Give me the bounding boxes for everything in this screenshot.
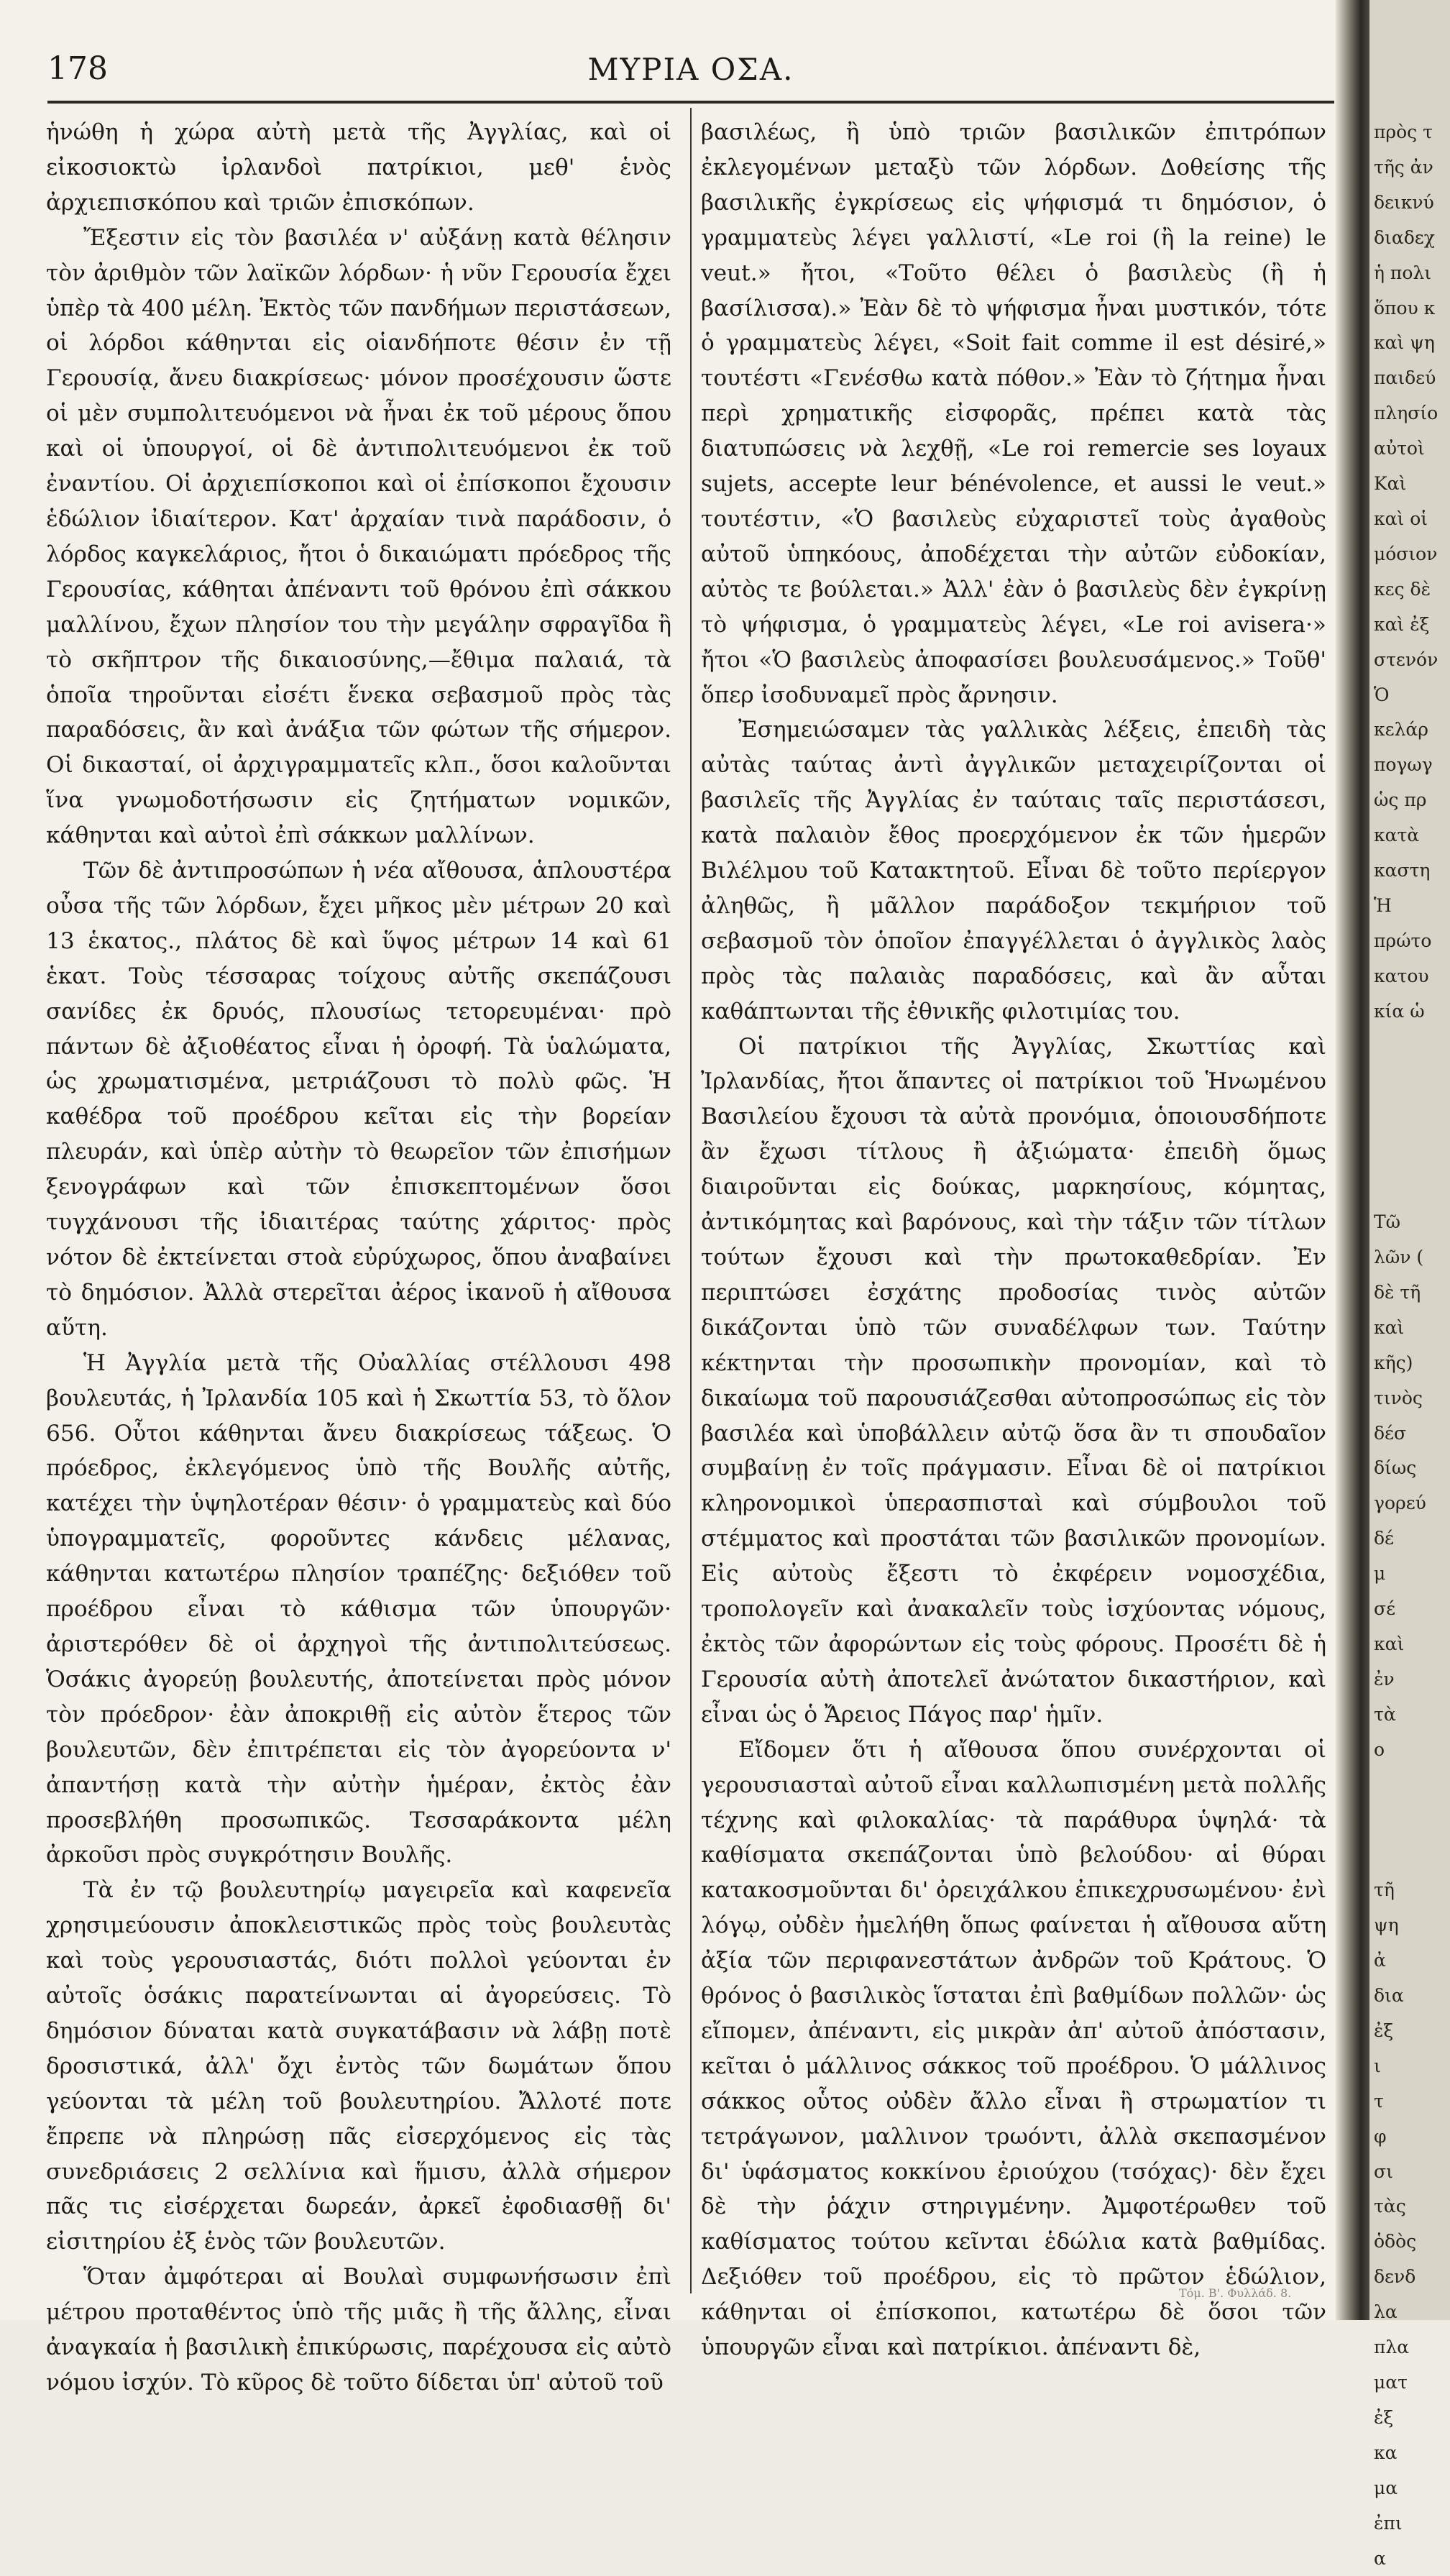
paragraph: Ἐσημειώσαμεν τὰς γαλλικὰς λέξεις, ἐπειδὴ τὰς αὐτὰς ταύτας ἀντὶ ἀγγλικῶν μεταχειρίζονται οἱ βασιλεῖς τῆς Ἀγγλίας ἐν ταύταις ταῖς περιστάσεσι, κατὰ παλαιὸν ἔθος προερχόμενον ἐκ τῶν ἡμερῶν Βιλέλμου τοῦ Κατακτητοῦ. Εἶναι δὲ τοῦτο περίεργον ἀληθῶς, ἢ μᾶλλον παράδοξον τεκμήριον τοῦ σεβασμοῦ τὸν ὁποῖον ἐπαγγέλλεται ὁ ἀγγλικὸς λαὸς πρὸς τὰς παλαιὰς παραδόσεις, καὶ ἂν αὗται καθάπτωνται τῆς ἐθνικῆς φιλοτιμίας του.: [701, 717, 1326, 1025]
adjacent-page-line: α: [1374, 2547, 1386, 2569]
adjacent-page-line: [1369, 1768, 1438, 1803]
paragraph: Εἴδομεν ὅτι ἡ αἴθουσα ὅπου συνέρχονται οἱ γερουσιασταὶ αὐτοῦ εἶναι καλλωπισμένη μετὰ πολλῆς τέχνης καὶ φιλοκαλίας· τὰ παράθυρα ὑψηλά· τὰ καθίσματα σκεπάζονται ὑπὸ βελούδου· αἱ θύραι κατακοσμοῦνται δι' ὀρειχάλκου ἐπικεχρυσωμένου· ἐνὶ λόγῳ, οὐδὲν ἠμελήθη ὅπως φαίνεται ἡ αἴθουσα αὕτη ἀξία τῶν περιφανεστάτων ἀνδρῶν τοῦ Κράτους. Ὁ θρόνος ὁ βασιλικὸς ἵσταται ἐπὶ βαθμίδων πολλῶν· ὡς εἴπομεν, ἀπέναντι, εἰς μικρὰν ἀπ' αὐτοῦ ἀπόστασιν, κεῖται ὁ μάλλινος σάκκος τοῦ προέδρου. Ὁ μάλλινος σάκκος οὗτος οὐδὲν ἄλλο εἶναι ἢ στρωματίον τι τετράγωνον, μαλλινον τρωόντι, ἀλλὰ σκεπασμένον δι' ὑφάσματος κοκκίνου ἐριούχου (τσόχας)· δὲν ἔχει δὲ τὴν ῥάχιν στηριγμένην. Ἀμφοτέρωθεν τοῦ καθίσματος τούτου κεῖνται ἑδώλια κατὰ βαθμίδας. Δεξιόθεν τοῦ προέδρου, εἰς τὸ πρῶτον ἑδώλιον, κάθηνται οἱ ἐπίσκοποι, κατωτέρω δὲ ὅσοι τῶν ὑπουργῶν εἶναι καὶ πατρίκιοι. ἀπέναντι δὲ,: [701, 1736, 1326, 2361]
adjacent-page-line: δεικνύ: [1374, 191, 1434, 213]
adjacent-page-line: δενδ: [1374, 2266, 1416, 2288]
page-header: [47, 50, 1334, 101]
adjacent-page-line: Ὁ: [1374, 684, 1390, 705]
adjacent-page-line: ι: [1374, 2055, 1381, 2076]
adjacent-page-line: σέ: [1374, 1598, 1396, 1620]
adjacent-page-line: [1369, 1099, 1438, 1135]
adjacent-page-line: πογωγ: [1374, 754, 1433, 776]
adjacent-page-line: μ: [1374, 1563, 1386, 1585]
adjacent-page-line: διαδεχ: [1374, 226, 1435, 248]
adjacent-page-line: δια: [1374, 1985, 1404, 2007]
adjacent-page-line: [1369, 1838, 1438, 1873]
footer-note: Τόμ. Β'. Φυλλάδ. 8.: [1179, 2286, 1292, 2300]
adjacent-page-line: [1369, 1030, 1438, 1065]
adjacent-page-line: ἐπι: [1374, 2512, 1403, 2534]
adjacent-page-line: πρώτο: [1374, 930, 1432, 951]
adjacent-page-line: τ: [1374, 2090, 1384, 2112]
adjacent-page-line: ο: [1374, 1738, 1385, 1760]
adjacent-page-line: κῆς): [1374, 1352, 1413, 1373]
adjacent-page-line: παιδεύ: [1374, 367, 1436, 389]
paragraph: Οἱ πατρίκιοι τῆς Ἀγγλίας, Σκωττίας καὶ Ἰρλανδίας, ἤτοι ἅπαντες οἱ πατρίκιοι τοῦ Ἡνωμένου Βασιλείου ἔχουσι τὰ αὐτὰ προνόμια, ὁποιουσδήποτε ἂν ἔχωσι τίτλους ἢ ἀξιώματα· ἐπειδὴ ὅμως διαιροῦνται εἰς δούκας, μαρκησίους, κόμητας, ἀντικόμητας καὶ βαρόνους, καὶ τὴν τάξιν τῶν τίτλων τούτων ἔχουσι καὶ τὴν πρωτοκαθεδρίαν. Ἐν περιπτώσει ἐσχάτης προδοσίας τινὸς αὐτῶν δικάζονται ὑπὸ τῶν συναδέλφων των. Ταύτην κέκτηνται τὴν προσωπικὴν προνομίαν, καὶ τὸ δικαίωμα τοῦ παρουσιάζεσθαι αὐτοπροσώπως εἰς τὸν βασιλέα καὶ ὑποβάλλειν αὐτῷ ὅσα ἂν τι σπουδαῖον συμβαίνῃ ἐν τοῖς πράγμασιν. Εἶναι δὲ οἱ πατρίκιοι κληρονομικοὶ ὑπερασπισταὶ καὶ σύμβουλοι τοῦ στέμματος καὶ προστάται τῶν βασιλικῶν προνομίων. Εἰς αὐτοὺς ἔξεστι τὸ ἐκφέρειν νομοσχέδια, τροπολογεῖν καὶ ἀνακαλεῖν τοὺς ἰσχύοντας νόμους, ἐκτὸς τῶν ἀφορώντων εἰς τοὺς φόρους. Προσέτι δὲ ἡ Γερουσία αὐτὴ ἀποτελεῖ ἀνώτατον δικαστήριον, καὶ εἶναι ὡς ὁ Ἄρειος Πάγος παρ' ἡμῖν.: [701, 1033, 1326, 1728]
adjacent-page-line: πλησίο: [1374, 403, 1438, 424]
adjacent-page-line: κατὰ: [1374, 825, 1420, 846]
adjacent-page-line: τῆ: [1374, 1879, 1395, 1901]
adjacent-page-line: στενόν: [1374, 648, 1438, 670]
adjacent-page-line: ἐν: [1374, 1668, 1395, 1690]
adjacent-page-line: μα: [1374, 2477, 1398, 2498]
adjacent-page-lines: [1369, 115, 1438, 2576]
adjacent-page-line: τὰς: [1374, 2196, 1406, 2217]
paragraph: Τῶν δὲ ἀντιπροσώπων ἡ νέα αἴθουσα, ἁπλουστέρα οὖσα τῆς τῶν λόρδων, ἔχει μῆκος μὲν μέτρων 20 καὶ 13 ἑκατος., πλάτος δὲ καὶ ὕψος μέτρων 14 καὶ 61 ἑκατ. Τοὺς τέσσαρας τοίχους αὐτῆς σκεπάζουσι σανίδες ἐκ δρυός, πλουσίως τετορευμέναι· πρὸ πάντων δὲ ἀξιοθέατος εἶναι ἡ ὀροφή. Τὰ ὑαλώματα, ὡς χρωματισμένα, μετριάζουσι τὸ πολὺ φῶς. Ἡ καθέδρα τοῦ προέδρου κεῖται εἰς τὴν βορείαν πλευράν, καὶ ὑπὲρ αὐτὴν τὸ θεωρεῖον τῶν ἐπισήμων ξενογράφων καὶ τῶν ἐπισκεπτομένων ὅσοι τυγχάνουσι τῆς ἰδιαιτέρας ταύτης χάριτος· πρὸς νότον δὲ ἐκτείνεται στοὰ εὐρύχωρος, ὅπου ἀναβαίνει τὸ δημόσιον. Ἀλλὰ στερεῖται ἀέρος ἱκανοῦ ἡ αἴθουσα αὕτη.: [46, 858, 671, 1341]
adjacent-page-line: καὶ: [1374, 1316, 1405, 1338]
paragraph: Τὰ ἐν τῷ βουλευτηρίῳ μαγειρεῖα καὶ καφενεῖα χρησιμεύουσιν ἀποκλειστικῶς πρὸς τοὺς βουλευτὰς καὶ τοὺς γερουσιαστάς, διότι πολλοὶ γεύονται ἐν αὐτοῖς ὁσάκις παρατείνωνται αἱ ἀγορεύσεις. Τὸ δημόσιον δύναται κατὰ συγκατάβασιν νὰ λάβῃ ποτὲ δροσιστικά, ἀλλ' ὄχι ἐντὸς τῶν δωμάτων ὅπου γεύονται τὰ μέλη τοῦ βουλευτηρίου. Ἄλλοτέ ποτε ἔπρεπε νὰ πληρώσῃ πᾶς εἰσερχόμενος εἰς τὰς συνεδριάσεις 2 σελλίνια καὶ ἥμισυ, ἀλλὰ σήμερον πᾶς τις εἰσέρχεται δωρεάν, ἀρκεῖ ἐφοδιασθῇ δι' εἰσιτηρίου ἐξ ἑνὸς τῶν βουλευτῶν.: [46, 1877, 671, 2255]
adjacent-page-line: τινὸς: [1374, 1387, 1423, 1408]
adjacent-page-line: σι: [1374, 2160, 1393, 2182]
adjacent-page-line: πρὸς τ: [1374, 122, 1433, 142]
book-gutter: [1336, 0, 1372, 2320]
adjacent-page-line: ὅπου κ: [1374, 297, 1436, 318]
adjacent-page-line: ὡς πρ: [1374, 789, 1427, 811]
adjacent-page-edge: [1369, 0, 1450, 2569]
adjacent-page-line: γορεύ: [1374, 1493, 1426, 1514]
adjacent-page-line: φ: [1374, 2125, 1387, 2147]
adjacent-page-line: καὶ οἱ: [1374, 508, 1428, 529]
adjacent-page-line: ἀ: [1374, 1950, 1386, 1971]
adjacent-page-line: ματ: [1374, 2372, 1408, 2393]
adjacent-page-line: ἡ πολι: [1374, 262, 1432, 283]
adjacent-page-line: κατου: [1374, 965, 1429, 986]
header-rule: [47, 101, 1334, 104]
adjacent-page-line: δέσ: [1374, 1422, 1407, 1444]
adjacent-page-line: Ἡ: [1374, 894, 1392, 916]
adjacent-page-line: αὐτοὶ: [1374, 438, 1425, 459]
adjacent-page-line: κες δὲ: [1374, 578, 1431, 600]
adjacent-page-line: δίως: [1374, 1457, 1417, 1479]
adjacent-page-line: καστη: [1374, 860, 1431, 881]
adjacent-page-line: δέ: [1374, 1528, 1395, 1549]
adjacent-page-line: τῆς ἀν: [1374, 156, 1433, 178]
adjacent-page-line: Καὶ: [1374, 473, 1407, 495]
adjacent-page-line: τὰ: [1374, 1703, 1396, 1725]
adjacent-page-line: δὲ τῆ: [1374, 1281, 1421, 1303]
paragraph: Ἡ Ἀγγλία μετὰ τῆς Οὐαλλίας στέλλουσι 498 βουλευτάς, ἡ Ἰρλανδία 105 καὶ ἡ Σκωττία 53, τὸ ὅλον 656. Οὗτοι κάθηνται ἄνευ διακρίσεως τάξεως. Ὁ πρόεδρος, ἐκλεγόμενος ὑπὸ τῆς Βουλῆς αὐτῆς, κατέχει τὴν ὑψηλοτέραν θέσιν· ὁ γραμματεὺς καὶ δύο ὑπογραμματεῖς, φοροῦντες κάνδεις μέλανας, κάθηνται κατωτέρω πλησίον τραπέζης· δεξιόθεν τοῦ προέδρου εἶναι τὸ κάθισμα τῶν ὑπουργῶν· ἀριστερόθεν δὲ οἱ ἀρχηγοὶ τῆς ἀντιπολιτεύσεως. Ὁσάκις ἀγορεύῃ βουλευτής, ἀποτείνεται πρὸς μόνον τὸν πρόεδρον· ἐὰν ἀποκριθῇ εἰς αὐτὸν ἕτερος τῶν βουλευτῶν, δὲν ἐπιτρέπεται εἰς τὸν ἀγορεύοντα ν' ἀπαντήσῃ κατὰ τὴν αὐτὴν ἡμέραν, ἐκτὸς ἐὰν προσεβλήθη προσωπικῶς. Τεσσαράκοντα μέλη ἀρκοῦσι πρὸς συγκρότησιν Βουλῆς.: [46, 1349, 671, 1869]
page-number: 178: [47, 50, 108, 87]
adjacent-page-line: καὶ: [1374, 1633, 1405, 1654]
adjacent-page-line: καὶ ψη: [1374, 332, 1435, 354]
adjacent-page-line: πλα: [1374, 2337, 1410, 2358]
column-divider: [690, 108, 692, 2293]
adjacent-page-line: καὶ ἐξ: [1374, 613, 1430, 635]
adjacent-page-line: κία ὡ: [1374, 1000, 1425, 1022]
running-title: ΜΥΡΙΑ ΟΣΑ.: [587, 52, 794, 87]
adjacent-page-line: [1369, 1803, 1438, 1838]
adjacent-page-line: κα: [1374, 2442, 1398, 2463]
adjacent-page-line: ὁδὸς: [1374, 2231, 1417, 2252]
adjacent-page-line: κελάρ: [1374, 719, 1429, 741]
adjacent-page-line: λῶν (: [1374, 1247, 1424, 1268]
adjacent-page-line: ψη: [1374, 1915, 1399, 1936]
adjacent-page-line: [1369, 1135, 1438, 1170]
paragraph: Ὅταν ἀμφότεραι αἱ Βουλαὶ συμφωνήσωσιν ἐπὶ μέτρου προταθέντος ὑπὸ τῆς μιᾶς ἢ τῆς ἄλλης, εἶναι ἀναγκαία ἡ βασιλικὴ ἐπικύρωσις, παρέχουσα εἰς αὐτὸ νόμου ἰσχύν. Τὸ κῦρος δὲ τοῦτο δίδεται ὑπ' αὐτοῦ τοῦ: [46, 2264, 671, 2396]
paragraph: ἡνώθη ἡ χώρα αὐτὴ μετὰ τῆς Ἀγγλίας, καὶ οἱ εἰκοσιοκτὼ ἰρλανδοὶ πατρίκιοι, μεθ' ἑνὸς ἀρχιεπισκόπου καὶ τριῶν ἐπισκόπων.: [46, 119, 671, 216]
paragraph: βασιλέως, ἢ ὑπὸ τριῶν βασιλικῶν ἐπιτρόπων ἐκλεγομένων μεταξὺ τῶν λόρδων. Δοθείσης τῆς βασιλικῆς ἐγκρίσεως εἰς ψήφισμά τι δημόσιον, ὁ γραμματεὺς λέγει γαλλιστί, «Le roi (ἢ la reine) le veut.» ἤτοι, «Τοῦτο θέλει ὁ βασιλεὺς (ἢ ἡ βασίλισσα).» Ἐὰν δὲ τὸ ψήφισμα ἦναι μυστικόν, τότε ὁ γραμματεὺς λέγει, «Soit fait comme il est désiré,» τουτέστι «Γενέσθω κατὰ πόθον.» Ἐὰν τὸ ζήτημα ἦναι περὶ χρηματικῆς εἰσφορᾶς, πρέπει κατὰ τὰς διατυπώσεις νὰ λεχθῇ, «Le roi remercie ses loyaux sujets, accepte leur bénévolence, et aussi le veut.» τουτέστιν, «Ὁ βασιλεὺς εὐχαριστεῖ τοὺς ἀγαθοὺς αὐτοῦ ὑπηκόους, ἀποδέχεται τὴν αὐτῶν εὐδοκίαν, αὐτὸς τε βούλεται.» Ἀλλ' ἐὰν ὁ βασιλεὺς δὲν ἐγκρίνῃ τὸ ψήφισμα, ὁ γραμματεὺς λέγει, «Le roi avisera·» ἤτοι «Ὁ βασιλεὺς ἀποφασίσει βουλευσάμενος.» Τοῦθ' ὅπερ ἰσοδυναμεῖ πρὸς ἄρνησιν.: [701, 119, 1326, 708]
adjacent-page-line: λα: [1374, 2301, 1398, 2323]
adjacent-page-line: ἐξ: [1374, 2020, 1394, 2041]
adjacent-page-line: [1369, 1170, 1438, 1205]
adjacent-page-line: ἐξ: [1374, 2406, 1394, 2428]
adjacent-page-line: Τῶ: [1374, 1211, 1401, 1233]
paragraph: Ἔξεστιν εἰς τὸν βασιλέα ν' αὐξάνῃ κατὰ θέλησιν τὸν ἀριθμὸν τῶν λαϊκῶν λόρδων· ἡ νῦν Γερουσία ἔχει ὑπὲρ τὰ 400 μέλη. Ἐκτὸς τῶν πανδήμων περιστάσεων, οἱ λόρδοι κάθηνται εἰς οἱανδήποτε θέσιν ἐν τῇ Γερουσίᾳ, ἄνευ διακρίσεως· μόνον προσέχουσιν ὥστε οἱ μὲν συμπολιτευόμενοι νὰ ἦναι ἐκ τοῦ μέρους ὅπου καὶ οἱ ὑπουργοί, οἱ δὲ ἀντιπολιτευόμενοι ἐκ τοῦ ἐναντίου. Οἱ ἀρχιεπίσκοποι καὶ οἱ ἐπίσκοποι ἔχουσιν ἑδώλιον ἰδιαίτερον. Κατ' ἀρχαίαν τινὰ παράδοσιν, ὁ λόρδος καγκελάριος, ἤτοι ὁ δικαιώματι πρόεδρος τῆς Γερουσίας, κάθηται ἀπέναντι τοῦ θρόνου ἐπὶ σάκκου μαλλίνου, ἔχων πλησίον του τὴν μεγάλην σφραγῖδα ἢ τὸ σκῆπτρον τῆς δικαιοσύνης,—ἔθιμα παλαιά, τὰ ὁποῖα τηροῦνται εἰσέτι ἕνεκα σεβασμοῦ πρὸς τὰς παραδόσεις, ἂν καὶ ἀνάξια τῶν φώτων τῆς σήμερον. Οἱ δικασταί, οἱ ἀρχιγραμματεῖς κλπ., ὅσοι καλοῦνται ἵνα γνωμοδοτήσωσιν εἰς ζητήματων νομικῶν, κάθηνται καὶ αὐτοὶ ἐπὶ σάκκων μαλλίνων.: [46, 224, 671, 849]
left-column: [46, 115, 671, 2396]
adjacent-page-line: μόσιον: [1374, 543, 1438, 564]
right-column: [701, 115, 1326, 2361]
adjacent-page-line: [1369, 1064, 1438, 1099]
